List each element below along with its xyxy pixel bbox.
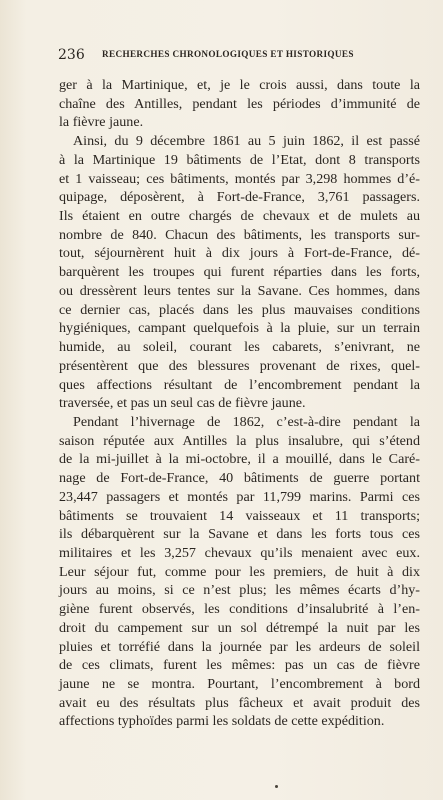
page-number: 236 bbox=[58, 47, 85, 63]
text-line: de ces climats, furent les mêmes: pas un cas de fièvre bbox=[59, 657, 420, 674]
paragraph-start-line: Ainsi, du 9 décembre 1861 au 5 juin 1862, il est passé bbox=[73, 133, 420, 150]
text-line: affections typhoïdes parmi les soldats de cette expédition. bbox=[59, 713, 385, 730]
text-line: et 1 vaisseau; ces bâtiments, montés par 3,298 hommes d’é- bbox=[59, 170, 420, 187]
text-line: Leur séjour fut, comme pour les premiers, de huit à dix bbox=[59, 563, 420, 580]
text-line: 23,447 passagers et montés par 11,799 marins. Parmi ces bbox=[59, 488, 420, 505]
text-line: ger à la Martinique, et, je le crois aussi, dans toute la bbox=[59, 77, 420, 93]
text-line: pluies et torréfié dans la journée par les ardeurs de soleil bbox=[59, 638, 420, 655]
text-line: saison réputée aux Antilles la plus insalubre, qui s’étend bbox=[59, 432, 420, 449]
text-line: ques affections résultant de l’encombrement pendant la bbox=[59, 376, 420, 393]
text-line: hygiéniques, campant quelquefois à la pluie, sur un terrain bbox=[59, 320, 420, 337]
text-line: de la mi-juillet à la mi-octobre, il a mouillé, dans le Caré- bbox=[59, 451, 420, 468]
running-head: RECHERCHES CHRONOLOGIQUES ET HISTORIQUES bbox=[102, 49, 354, 59]
text-line: militaires et les 3,257 chevaux qu’ils menaient avec eux. bbox=[59, 544, 420, 561]
text-line: jours au moins, si ce n’est plus; les mêmes écarts d’hy- bbox=[59, 582, 420, 599]
text-line: ou dressèrent leurs tentes sur la Savane. Ces hommes, dans bbox=[59, 282, 420, 299]
text-line: avait eu des résultats plus fâcheux et avait produit des bbox=[59, 694, 420, 711]
text-line: barquèrent les troupes qui furent réparties dans les forts, bbox=[59, 264, 420, 281]
text-line: quipage, déposèrent, à Fort-de-France, 3,761 passagers. bbox=[59, 189, 420, 206]
text-line: Ils étaient en outre chargés de chevaux et de mulets au bbox=[59, 208, 420, 225]
body-text bbox=[59, 76, 420, 731]
text-line: giène furent observés, les conditions d’insalubrité à l’en- bbox=[59, 601, 420, 618]
text-line: tout, séjournèrent huit à dix jours à Fort-de-France, dé- bbox=[59, 245, 420, 262]
text-line: humide, au soleil, courant les cabarets, s’enivrant, ne bbox=[59, 339, 420, 356]
page-dot-mark bbox=[275, 785, 278, 788]
text-line: nombre de 840. Chacun des bâtiments, les transports sur- bbox=[59, 226, 420, 243]
text-line: à la Martinique 19 bâtiments de l’Etat, dont 8 transports bbox=[59, 151, 420, 168]
text-line: traversée, et pas un seul cas de fièvre jaune. bbox=[59, 395, 306, 412]
text-line: la fièvre jaune. bbox=[59, 114, 144, 131]
text-line: bâtiments se trouvaient 14 vaisseaux et 11 transports; bbox=[59, 507, 420, 524]
page-header bbox=[58, 47, 420, 63]
text-line: ils débarquèrent sur la Savane et dans les forts tous ces bbox=[59, 526, 420, 543]
text-line: ce dernier cas, placés dans les plus mauvaises conditions bbox=[59, 301, 420, 318]
text-line: chaîne des Antilles, pendant les périodes d’immunité de bbox=[59, 95, 420, 112]
paragraph-start-line: Pendant l’hivernage de 1862, c’est-à-dire pendant la bbox=[73, 413, 420, 430]
text-line: jaune ne se montra. Pourtant, l’encombrement à bord bbox=[59, 676, 420, 692]
text-line: droit du campement sur un sol détrempé la nuit par les bbox=[59, 619, 420, 636]
text-line: présentèrent que des blessures provenant de rixes, quel- bbox=[59, 357, 420, 374]
text-line: nage de Fort-de-France, 40 bâtiments de guerre portant bbox=[59, 470, 420, 487]
